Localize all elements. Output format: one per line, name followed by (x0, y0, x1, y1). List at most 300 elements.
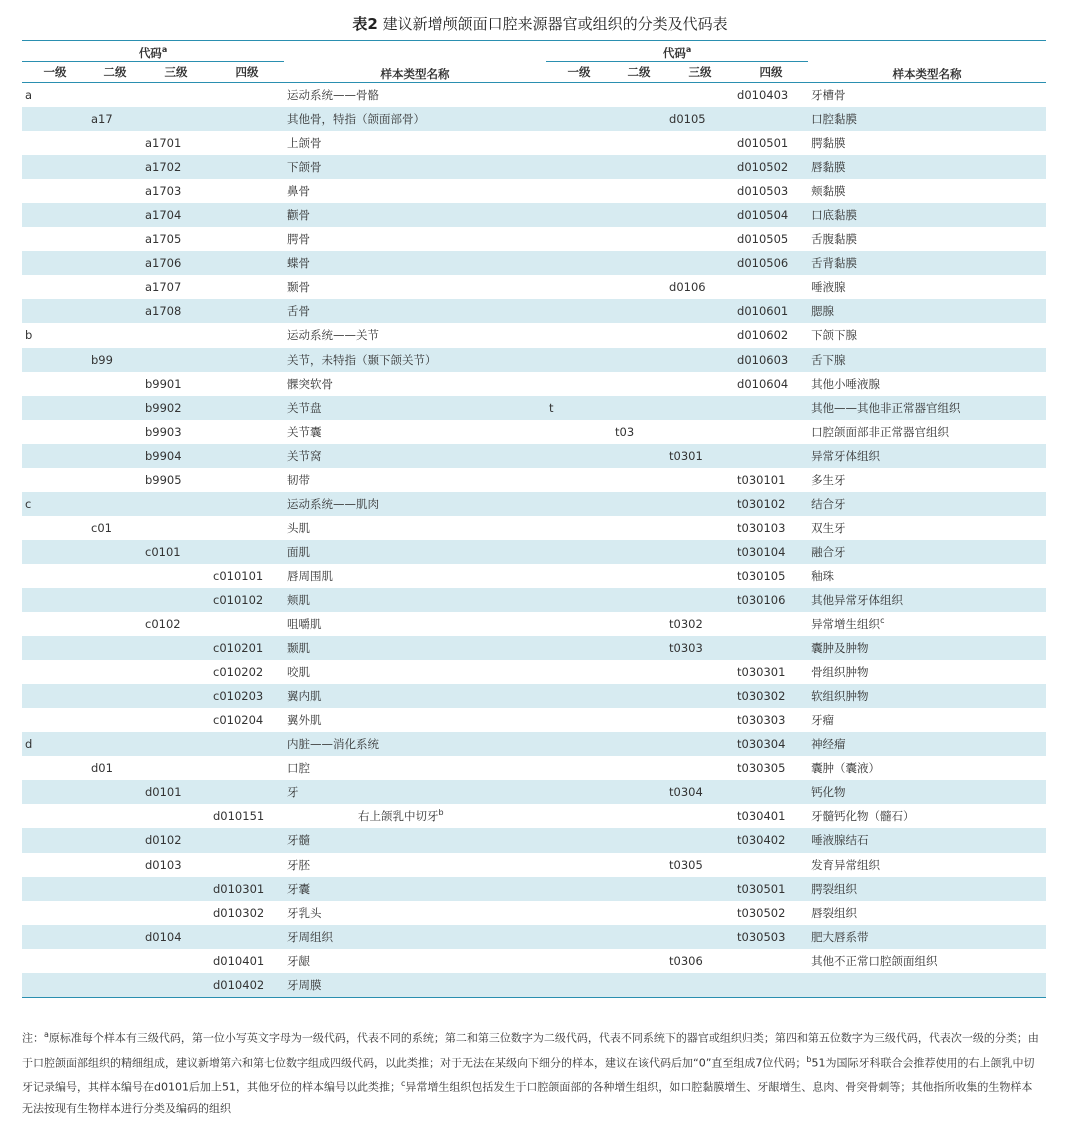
right-code-level-4-cell: t030502 (737, 905, 786, 920)
level-2-header: 二级 (612, 62, 666, 83)
right-code-level-4-cell (734, 420, 808, 444)
left-code-level-3-cell (142, 348, 210, 372)
right-code-level-3-cell (666, 203, 734, 227)
left-code-level-3-cell (142, 756, 210, 780)
right-code-level-4-cell (734, 275, 808, 299)
left-code-level-3-cell: d0102 (142, 828, 210, 852)
right-code-level-3-cell (666, 83, 734, 108)
left-code-level-4-cell (210, 492, 284, 516)
table-row (22, 227, 1046, 251)
left-code-level-2-cell (88, 973, 142, 998)
left-code-level-3-cell: b9905 (145, 472, 182, 487)
right-sample-name-cell: 腮腺 (808, 299, 1046, 323)
right-sample-name-cell: 其他——其他非正常器官组织 (808, 396, 1046, 420)
right-code-level-3-cell (666, 877, 734, 901)
left-code-level-3-cell: a1706 (142, 251, 210, 275)
left-code-level-1-cell (22, 420, 88, 444)
left-code-level-1-cell (22, 396, 88, 420)
right-code-level-2-cell (612, 828, 666, 852)
left-code-level-2-cell (88, 155, 142, 179)
right-code-level-1-cell (546, 299, 612, 323)
table-row (22, 468, 1046, 492)
left-code-level-2-cell (88, 251, 142, 275)
left-sample-name-cell: 牙胚 (287, 857, 311, 872)
left-code-level-3-cell: b9904 (142, 444, 210, 468)
table-row (22, 516, 1046, 540)
left-code-level-3-cell: d0104 (142, 925, 210, 949)
table-row (22, 877, 1046, 901)
left-sample-name-cell: 牙周组织 (284, 925, 546, 949)
left-code-level-2-cell: d01 (91, 761, 113, 776)
table-row (22, 323, 1046, 347)
right-code-level-3-cell (666, 684, 734, 708)
right-code-level-1-cell (546, 275, 612, 299)
table-row (22, 203, 1046, 227)
right-code-level-3-cell (666, 155, 734, 179)
left-code-level-3-cell: a1703 (145, 184, 182, 199)
right-sample-name-cell: 肥大唇系带 (808, 925, 1046, 949)
right-code-level-3-cell (666, 492, 734, 516)
left-code-level-4-cell (210, 203, 284, 227)
right-code-level-2-cell (612, 660, 666, 684)
left-code-level-2-cell (88, 588, 142, 612)
table-row (22, 372, 1046, 396)
left-code-level-2-cell (88, 901, 142, 925)
left-code-level-2-cell (88, 131, 142, 155)
right-code-level-2-cell (612, 877, 666, 901)
left-code-level-4-cell (210, 732, 284, 756)
left-code-level-2-cell (88, 203, 142, 227)
right-code-level-4-cell (734, 973, 808, 998)
left-sample-name-cell: 牙乳头 (287, 905, 322, 920)
right-code-level-2-cell (612, 708, 666, 732)
left-code-level-1-cell (22, 660, 88, 684)
left-code-level-3-cell (142, 877, 210, 901)
right-sample-name-cell: 结合牙 (808, 492, 1046, 516)
left-code-level-3-cell (142, 516, 210, 540)
table-row (22, 828, 1046, 852)
right-code-level-4-cell (734, 396, 808, 420)
right-code-level-2-cell (612, 901, 666, 925)
right-code-level-4-cell (734, 444, 808, 468)
left-code-level-1-cell (22, 155, 88, 179)
right-code-level-3-cell (666, 828, 734, 852)
right-code-level-1-cell (546, 588, 612, 612)
right-code-level-2-cell (612, 275, 666, 299)
right-sample-name-cell: 舌腹黏膜 (811, 232, 858, 247)
left-code-level-4-cell (210, 828, 284, 852)
left-code-level-1-cell (22, 564, 88, 588)
left-sample-name-cell: 关节，未特指（颞下颌关节） (284, 348, 546, 372)
table-row (22, 949, 1046, 973)
right-code-level-1-cell (546, 540, 612, 564)
right-code-level-1-cell (546, 684, 612, 708)
left-code-level-1-cell (22, 516, 88, 540)
left-code-level-3-cell: a1707 (145, 280, 182, 295)
left-code-level-3-cell: a1705 (145, 232, 182, 247)
right-code-level-1-cell (546, 949, 612, 973)
left-code-level-4-cell (210, 275, 284, 299)
right-code-level-1-cell (546, 804, 612, 828)
left-sample-name-cell: 关节窝 (284, 444, 546, 468)
right-code-level-1-cell (546, 756, 612, 780)
left-code-level-4-cell: d010151 (213, 809, 265, 824)
left-code-level-2-cell (88, 564, 142, 588)
left-sample-name-cell: 舌骨 (284, 299, 546, 323)
right-code-level-2-cell (612, 804, 666, 828)
left-code-level-4-cell: c010202 (213, 665, 264, 680)
right-code-level-1-cell (546, 660, 612, 684)
right-sample-name-cell (808, 973, 1046, 998)
right-sample-name-cell: 发育异常组织 (811, 857, 881, 872)
right-code-level-2-cell (612, 780, 666, 804)
right-code-level-4-cell: t030303 (737, 713, 786, 728)
right-code-level-2-cell (612, 468, 666, 492)
left-code-level-4-cell (210, 83, 284, 108)
right-sample-name-cell: 其他小唾液腺 (811, 376, 881, 391)
right-code-level-4-cell: d010504 (734, 203, 808, 227)
left-code-level-1-cell: d (22, 732, 88, 756)
right-code-level-1-cell (546, 492, 612, 516)
table-row (22, 179, 1046, 203)
right-code-level-1-cell (546, 564, 612, 588)
right-sample-name-cell: 唇裂组织 (811, 905, 858, 920)
right-code-level-2-cell (612, 949, 666, 973)
right-code-level-1-cell (546, 636, 612, 660)
left-code-level-3-cell: a1701 (145, 136, 182, 151)
right-code-level-4-cell: d010503 (737, 184, 789, 199)
right-code-level-1-cell (546, 372, 612, 396)
right-code-level-3-cell: d0106 (669, 280, 706, 295)
right-code-level-4-cell (734, 107, 808, 131)
right-sample-name-cell: 融合牙 (808, 540, 1046, 564)
right-code-level-3-cell (666, 372, 734, 396)
left-code-level-3-cell (142, 660, 210, 684)
right-code-level-4-cell: d010604 (737, 376, 789, 391)
left-code-level-4-cell (210, 925, 284, 949)
right-code-level-1-cell (546, 612, 612, 636)
right-code-level-1-cell (546, 203, 612, 227)
right-code-level-3-cell (666, 396, 734, 420)
right-code-level-1-cell (546, 348, 612, 372)
right-sample-name-cell: 牙髓钙化物（髓石） (811, 809, 915, 824)
right-sample-name-cell: 骨组织肿物 (811, 665, 869, 680)
right-code-level-1-cell (546, 516, 612, 540)
left-code-level-3-cell (142, 107, 210, 131)
left-code-level-1-cell (22, 901, 88, 925)
left-code-level-3-cell: a1702 (142, 155, 210, 179)
left-code-level-3-cell: a1708 (142, 299, 210, 323)
right-code-level-4-cell: t030103 (737, 520, 786, 535)
right-code-level-3-cell (666, 973, 734, 998)
left-code-level-2-cell (88, 708, 142, 732)
right-code-level-2-cell (612, 179, 666, 203)
right-code-level-4-cell: t030301 (737, 665, 786, 680)
right-code-level-2-cell (612, 732, 666, 756)
left-code-level-2-cell (88, 612, 142, 636)
table-row (22, 107, 1046, 131)
left-sample-name-cell: 牙髓 (284, 828, 546, 852)
left-code-level-1-cell (22, 227, 88, 251)
right-code-level-1-cell (546, 828, 612, 852)
left-sample-name-cell: 颊肌 (284, 588, 546, 612)
left-code-level-4-cell (210, 612, 284, 636)
table-row (22, 348, 1046, 372)
left-sample-name-cell: 咬肌 (287, 665, 311, 680)
right-code-level-2-cell (612, 299, 666, 323)
left-code-level-4-cell (210, 396, 284, 420)
left-code-level-4-cell (210, 780, 284, 804)
right-code-header: 代码$^a$ (546, 41, 808, 62)
left-code-level-1-cell (22, 949, 88, 973)
table-row (22, 804, 1046, 828)
table-row (22, 660, 1046, 684)
right-code-level-2-cell (612, 348, 666, 372)
left-sample-name-cell: 运动系统——肌肉 (284, 492, 546, 516)
right-sample-name-cell: 异常牙体组织 (808, 444, 1046, 468)
right-code-level-4-cell: t030304 (734, 732, 808, 756)
level-1-header: 一级 (22, 62, 88, 83)
right-code-level-2-cell (612, 853, 666, 877)
left-sample-name-cell: 鼻骨 (287, 184, 311, 199)
right-code-level-2-cell (612, 612, 666, 636)
left-code-level-3-cell (142, 323, 210, 347)
left-sample-name-cell: 下颌骨 (284, 155, 546, 179)
right-code-level-2-cell (612, 540, 666, 564)
left-code-level-3-cell: c0101 (142, 540, 210, 564)
left-code-level-3-cell (142, 901, 210, 925)
left-code-level-4-cell (210, 155, 284, 179)
right-code-level-3-cell (666, 323, 734, 347)
right-sample-name-cell: 神经瘤 (808, 732, 1046, 756)
left-code-level-4-cell (210, 444, 284, 468)
left-code-level-2-cell (88, 828, 142, 852)
table-row (22, 973, 1046, 998)
left-code-level-4-cell (210, 420, 284, 444)
right-code-level-4-cell: d010601 (734, 299, 808, 323)
right-code-level-3-cell (666, 299, 734, 323)
left-code-level-2-cell (88, 540, 142, 564)
left-sample-name-cell: 关节盘 (284, 396, 546, 420)
left-code-level-1-cell (22, 877, 88, 901)
left-code-level-3-cell: b9901 (145, 376, 182, 391)
left-code-level-2-cell (88, 853, 142, 877)
left-sample-name-cell: 牙 (284, 780, 546, 804)
left-code-level-3-cell: d0101 (142, 780, 210, 804)
right-code-level-2-cell (612, 636, 666, 660)
table-row (22, 564, 1046, 588)
right-sample-name-cell: 下颌下腺 (811, 328, 858, 343)
right-sample-name-cell: 钙化物 (808, 780, 1046, 804)
left-code-level-3-cell (142, 949, 210, 973)
left-code-level-4-cell (210, 107, 284, 131)
left-code-level-2-cell (88, 877, 142, 901)
left-sample-name-cell: 牙周膜 (284, 973, 546, 998)
left-code-level-2-cell (88, 444, 142, 468)
right-code-level-3-cell (666, 420, 734, 444)
table-row (22, 420, 1046, 444)
left-code-level-1-cell (22, 588, 88, 612)
left-code-level-2-cell (88, 83, 142, 108)
left-sample-name-cell: 颞肌 (284, 636, 546, 660)
left-code-level-3-cell (142, 973, 210, 998)
left-code-level-3-cell: c0102 (145, 617, 181, 632)
left-code-level-2-cell (88, 660, 142, 684)
table-row (22, 444, 1046, 468)
table-row (22, 612, 1046, 636)
left-code-level-1-cell (22, 540, 88, 564)
left-sample-name-cell: 颞骨 (287, 280, 311, 295)
right-code-level-4-cell: d010502 (734, 155, 808, 179)
left-code-level-2-cell (88, 468, 142, 492)
right-sample-name-cell: 唾液腺 (811, 280, 846, 295)
left-code-level-1-cell (22, 853, 88, 877)
right-code-level-1-cell (546, 323, 612, 347)
left-code-level-4-cell (210, 516, 284, 540)
left-code-level-4-cell: d010402 (210, 973, 284, 998)
right-sample-name-cell: 其他不正常口腔颌面组织 (811, 953, 938, 968)
left-code-level-3-cell: d0103 (145, 857, 182, 872)
left-name-header: 样本类型名称 (284, 41, 546, 83)
table-row (22, 780, 1046, 804)
right-code-level-1-cell (546, 131, 612, 155)
right-code-level-4-cell (734, 780, 808, 804)
right-code-level-3-cell (666, 588, 734, 612)
left-code-level-4-cell (210, 468, 284, 492)
left-code-level-1-cell (22, 612, 88, 636)
right-code-level-1-cell (546, 877, 612, 901)
left-code-level-4-cell (210, 251, 284, 275)
right-code-level-2-cell (612, 83, 666, 108)
left-code-level-3-cell (142, 492, 210, 516)
right-sample-name-cell: 釉珠 (811, 568, 835, 583)
left-code-level-1-cell (22, 251, 88, 275)
right-sample-name-cell: 唾液腺结石 (808, 828, 1046, 852)
right-code-level-4-cell: d010506 (734, 251, 808, 275)
left-code-level-4-cell (210, 323, 284, 347)
right-code-level-3-cell: t0304 (666, 780, 734, 804)
right-code-level-1-cell (546, 444, 612, 468)
right-code-level-4-cell: t030305 (737, 761, 786, 776)
right-code-level-2-cell (612, 323, 666, 347)
left-sample-name-cell: 关节囊 (287, 424, 322, 439)
left-code-level-4-cell: c010101 (213, 568, 264, 583)
left-code-level-2-cell: a17 (88, 107, 142, 131)
left-code-level-3-cell (142, 564, 210, 588)
right-sample-name-cell: 舌下腺 (808, 348, 1046, 372)
right-code-level-3-cell (666, 251, 734, 275)
right-code-level-2-cell (612, 925, 666, 949)
right-code-level-2-cell (612, 756, 666, 780)
left-code-level-2-cell (88, 420, 142, 444)
level-3-header: 三级 (666, 62, 734, 83)
level-3-header: 三级 (142, 62, 210, 83)
table-title: 表2 建议新增颅颌面口腔来源器官或组织的分类及代码表 (352, 15, 728, 33)
left-code-level-4-cell (210, 853, 284, 877)
left-sample-name-cell: 右上颌乳中切牙$^b$ (358, 808, 444, 824)
left-code-level-2-cell: c01 (91, 520, 112, 535)
left-code-level-1-cell (22, 756, 88, 780)
level-4-header: 四级 (210, 62, 284, 83)
right-code-level-2-cell (612, 251, 666, 275)
right-code-level-2-cell (612, 372, 666, 396)
right-code-level-4-cell: t030401 (737, 809, 786, 824)
right-sample-name-cell: 唇黏膜 (808, 155, 1046, 179)
left-sample-name-cell: 其他骨，特指（颌面部骨） (284, 107, 546, 131)
right-name-header: 样本类型名称 (808, 41, 1046, 83)
table-row (22, 636, 1046, 660)
right-code-level-1-cell (546, 853, 612, 877)
left-code-level-2-cell (88, 949, 142, 973)
table-row (22, 756, 1046, 780)
left-code-level-4-cell (210, 540, 284, 564)
right-code-level-3-cell (666, 660, 734, 684)
right-code-level-4-cell: t030104 (734, 540, 808, 564)
left-code-level-1-cell (22, 107, 88, 131)
right-sample-name-cell: 牙槽骨 (811, 88, 846, 103)
left-sample-name-cell: 口腔 (287, 761, 311, 776)
right-code-level-2-cell (612, 227, 666, 251)
table-row (22, 925, 1046, 949)
right-code-level-1-cell: t (546, 396, 612, 420)
right-code-level-3-cell (666, 131, 734, 155)
table-row (22, 131, 1046, 155)
left-code-level-3-cell (142, 636, 210, 660)
right-code-level-4-cell: t030501 (734, 877, 808, 901)
left-code-level-2-cell (88, 299, 142, 323)
right-code-level-3-cell: t0303 (666, 636, 734, 660)
table-body (22, 83, 1046, 998)
left-code-level-1-cell (22, 708, 88, 732)
left-sample-name-cell: 内脏——消化系统 (284, 732, 546, 756)
left-code-level-2-cell (88, 925, 142, 949)
left-code-level-1-cell (22, 131, 88, 155)
right-code-level-1-cell (546, 708, 612, 732)
left-sample-name-cell: 牙龈 (287, 953, 311, 968)
right-code-level-1-cell (546, 179, 612, 203)
right-code-level-3-cell (666, 925, 734, 949)
right-code-level-4-cell: t030302 (734, 684, 808, 708)
left-code-level-2-cell (88, 179, 142, 203)
left-sample-name-cell: 运动系统——关节 (287, 328, 380, 343)
left-code-level-1-cell (22, 275, 88, 299)
left-code-level-1-cell (22, 299, 88, 323)
right-code-level-4-cell: t030106 (734, 588, 808, 612)
right-sample-name-cell: 口腔颌面部非正常器官组织 (811, 424, 950, 439)
right-code-level-4-cell (734, 612, 808, 636)
left-code-level-1-cell (22, 925, 88, 949)
right-code-level-3-cell (666, 348, 734, 372)
right-code-level-3-cell: t0302 (669, 617, 703, 632)
right-sample-name-cell: 其他异常牙体组织 (808, 588, 1046, 612)
left-code-level-2-cell (88, 636, 142, 660)
table-row (22, 540, 1046, 564)
left-code-level-4-cell (210, 227, 284, 251)
left-code-level-2-cell (88, 227, 142, 251)
left-sample-name-cell: 腭骨 (287, 232, 311, 247)
left-code-level-1-cell (22, 636, 88, 660)
right-code-level-1-cell (546, 107, 612, 131)
table-row (22, 251, 1046, 275)
left-code-level-2-cell (88, 323, 142, 347)
left-code-level-4-cell: c010204 (213, 713, 264, 728)
right-code-level-3-cell (666, 732, 734, 756)
right-code-level-2-cell (612, 131, 666, 155)
table-row (22, 155, 1046, 179)
left-code-level-3-cell: b9903 (145, 424, 182, 439)
left-sample-name-cell: 髁突软骨 (287, 376, 334, 391)
left-sample-name-cell: 韧带 (287, 472, 311, 487)
